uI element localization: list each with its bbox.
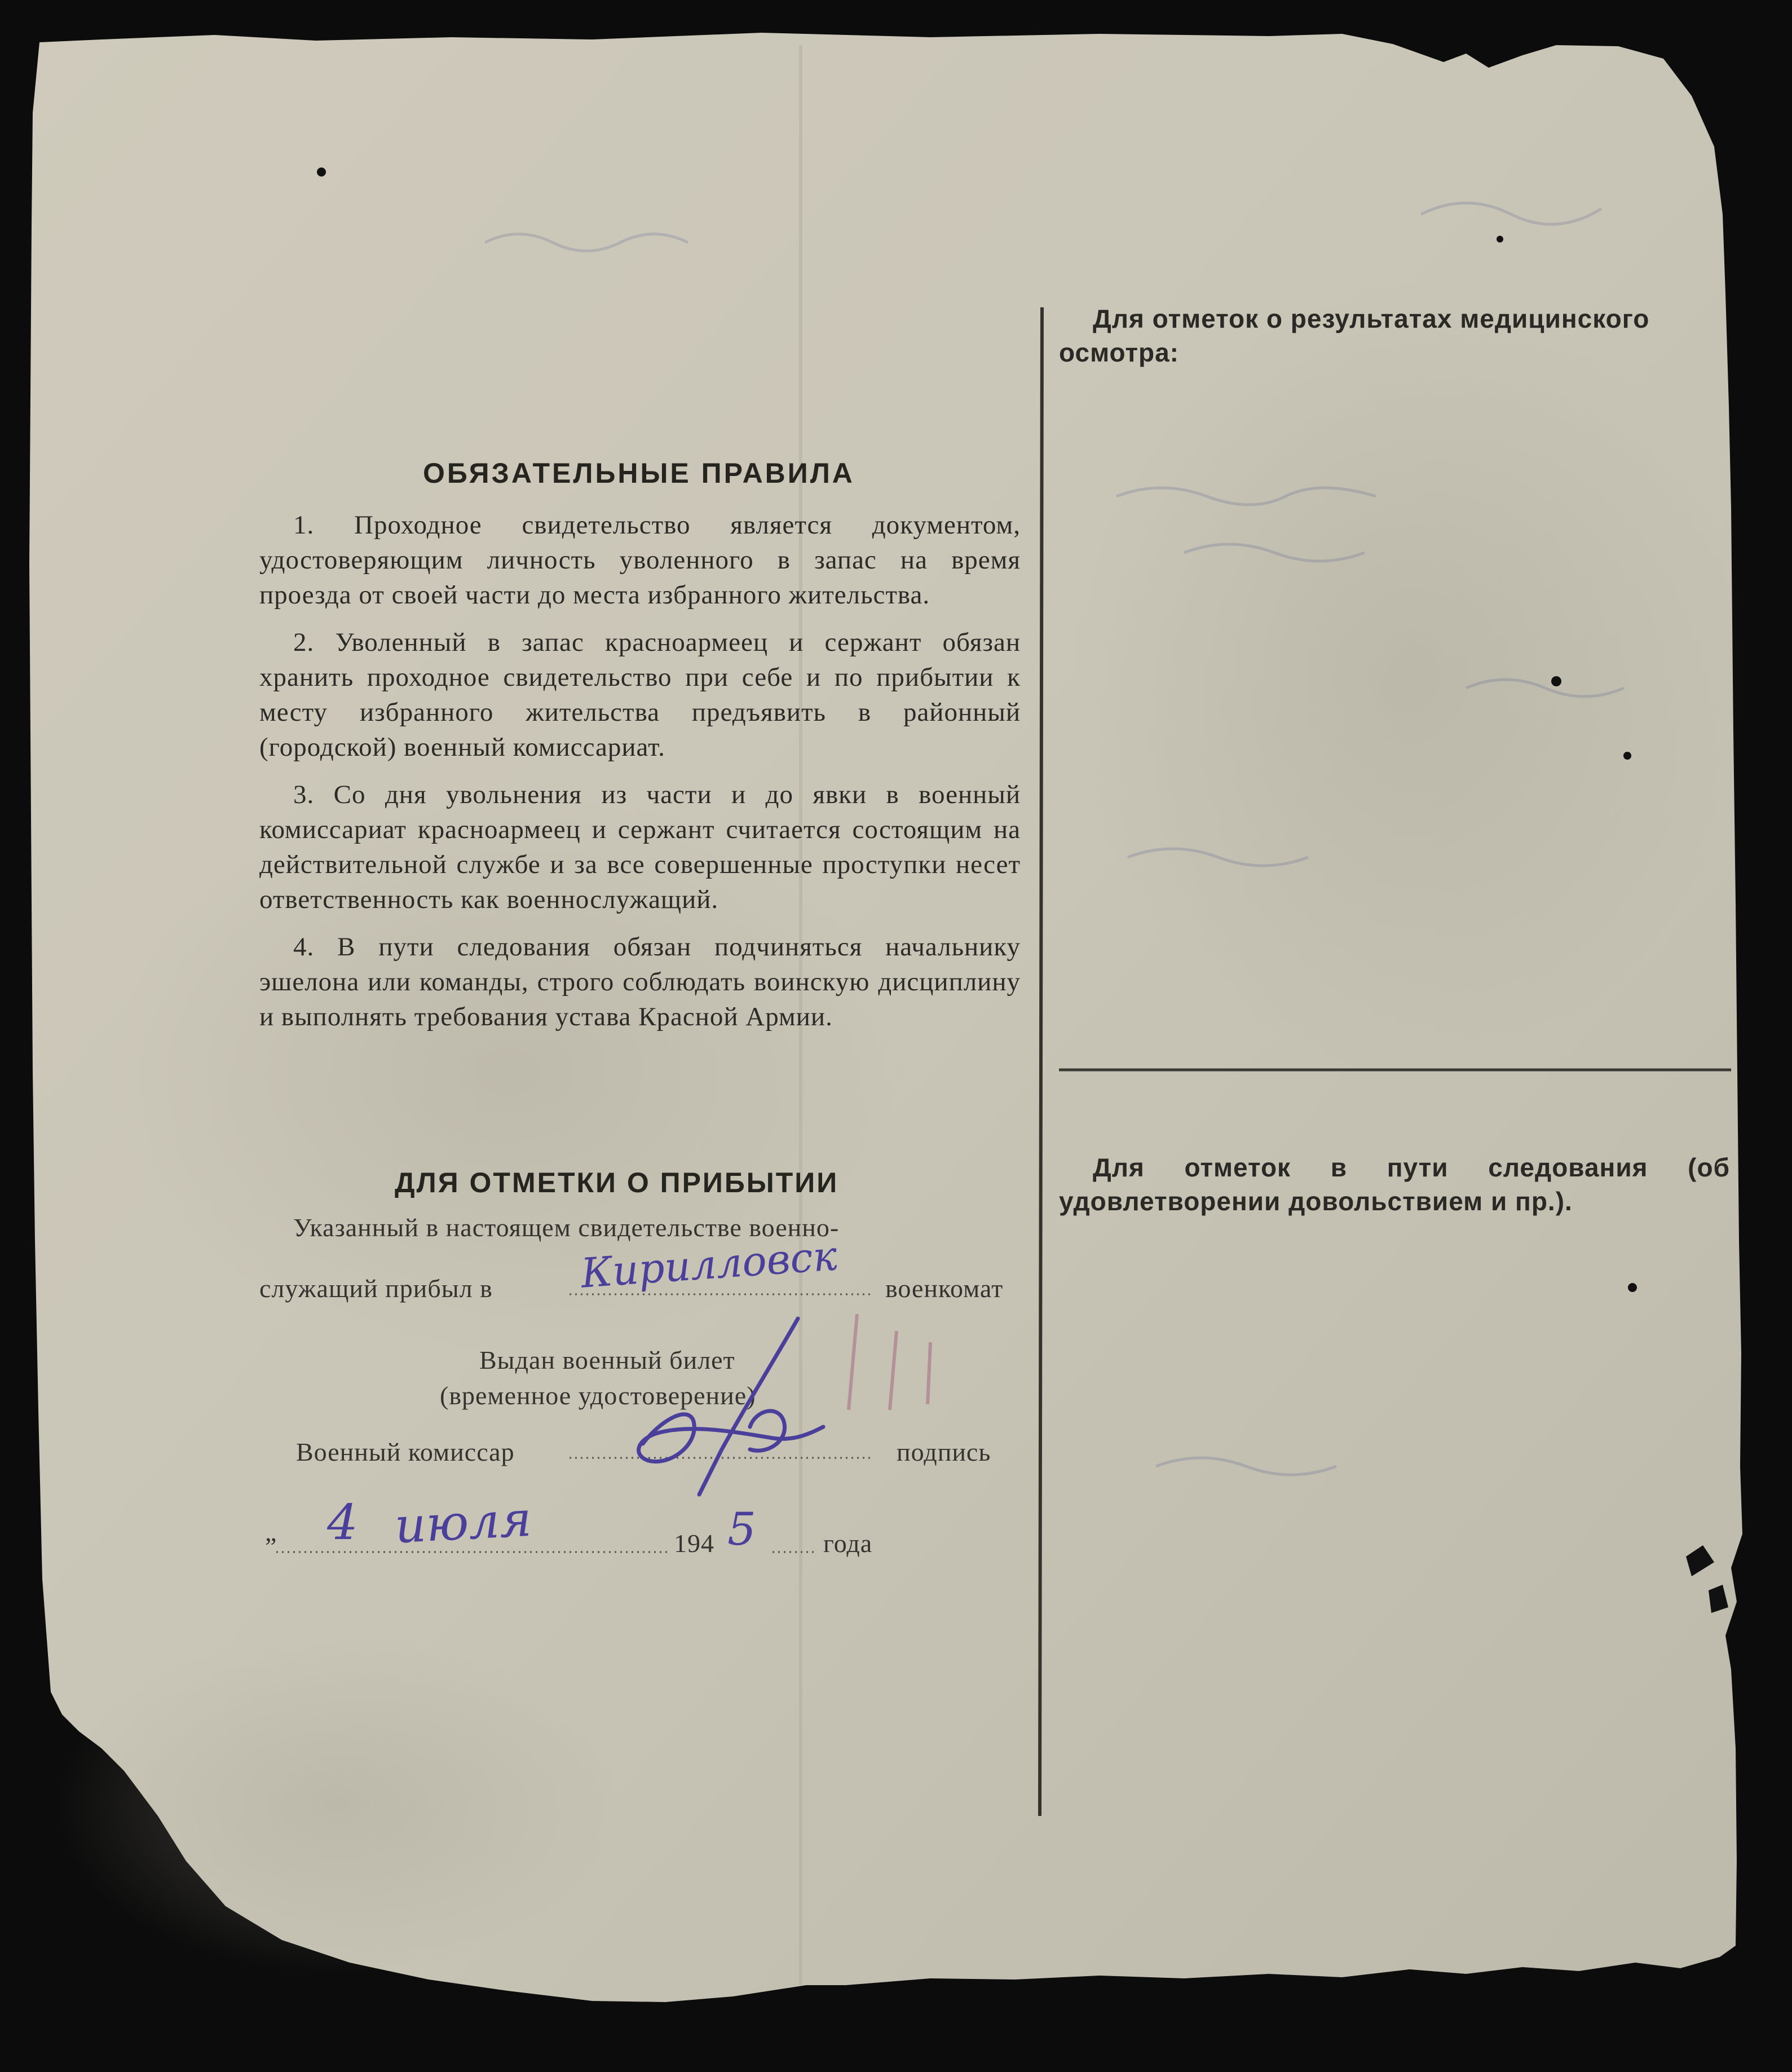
handwritten-day: 4 xyxy=(327,1495,358,1551)
date-year-prefix: 194 xyxy=(674,1529,714,1558)
arrival-title: ДЛЯ ОТМЕТКИ О ПРИБЫТИИ xyxy=(395,1167,839,1198)
arrival-place-label: служащий прибыл в xyxy=(259,1274,493,1303)
rules-title: ОБЯЗАТЕЛЬНЫЕ ПРАВИЛА xyxy=(423,457,855,489)
faint-stamp-mark xyxy=(818,1303,953,1427)
rule-item: 3. Со дня увольнения из части и до явки в военный комиссариат красноармеец и сержант считается состоящим на действительной службе и за все совершенные проступки несет ответственность как военнослужащий. xyxy=(259,780,1021,914)
commissar-signature xyxy=(609,1314,846,1500)
handwritten-year-digit: 5 xyxy=(727,1503,756,1555)
route-notes-caption: Для отметок в пути следования (об удовлетворении довольствием и пр.). xyxy=(1059,1153,1730,1216)
signature-label: подпись xyxy=(897,1438,991,1466)
date-open-quote: „ xyxy=(265,1518,277,1546)
issued-military-id-label: Выдан военный билет xyxy=(479,1346,735,1374)
arrival-line-1: Указанный в настоящем свидетельстве военно- xyxy=(293,1213,840,1242)
medical-exam-caption: Для отметок о результатах медицинского осмотра: xyxy=(1059,304,1650,367)
handwritten-month: июля xyxy=(393,1491,533,1555)
handwritten-place: Кирилловск xyxy=(579,1232,839,1297)
arrival-military-office-label: военкомат xyxy=(885,1274,1004,1303)
commissar-label: Военный комиссар xyxy=(296,1438,515,1466)
rules-list xyxy=(259,508,1021,1047)
rule-item: 4. В пути следования обязан подчиняться начальнику эшелона или команды, строго соблюдать воинскую дисциплину и выполнять требования устава Красной Армии. xyxy=(259,932,1021,1031)
column-divider xyxy=(1040,307,1042,1816)
temporary-certificate-label: (временное удостоверение) xyxy=(440,1381,756,1410)
rule-item: 1. Проходное свидетельство является документом, удостоверяющим личность уволенного в запас на время проезда от своей части до места избранного жительства. xyxy=(259,510,1021,610)
rule-item: 2. Уволенный в запас красноармеец и сержант обязан хранить проходное свидетельство при себе и по прибытии к месту избранного жительства предъявить в районный (городской) военный комиссариат. xyxy=(259,628,1021,762)
date-year-suffix: года xyxy=(823,1529,873,1558)
